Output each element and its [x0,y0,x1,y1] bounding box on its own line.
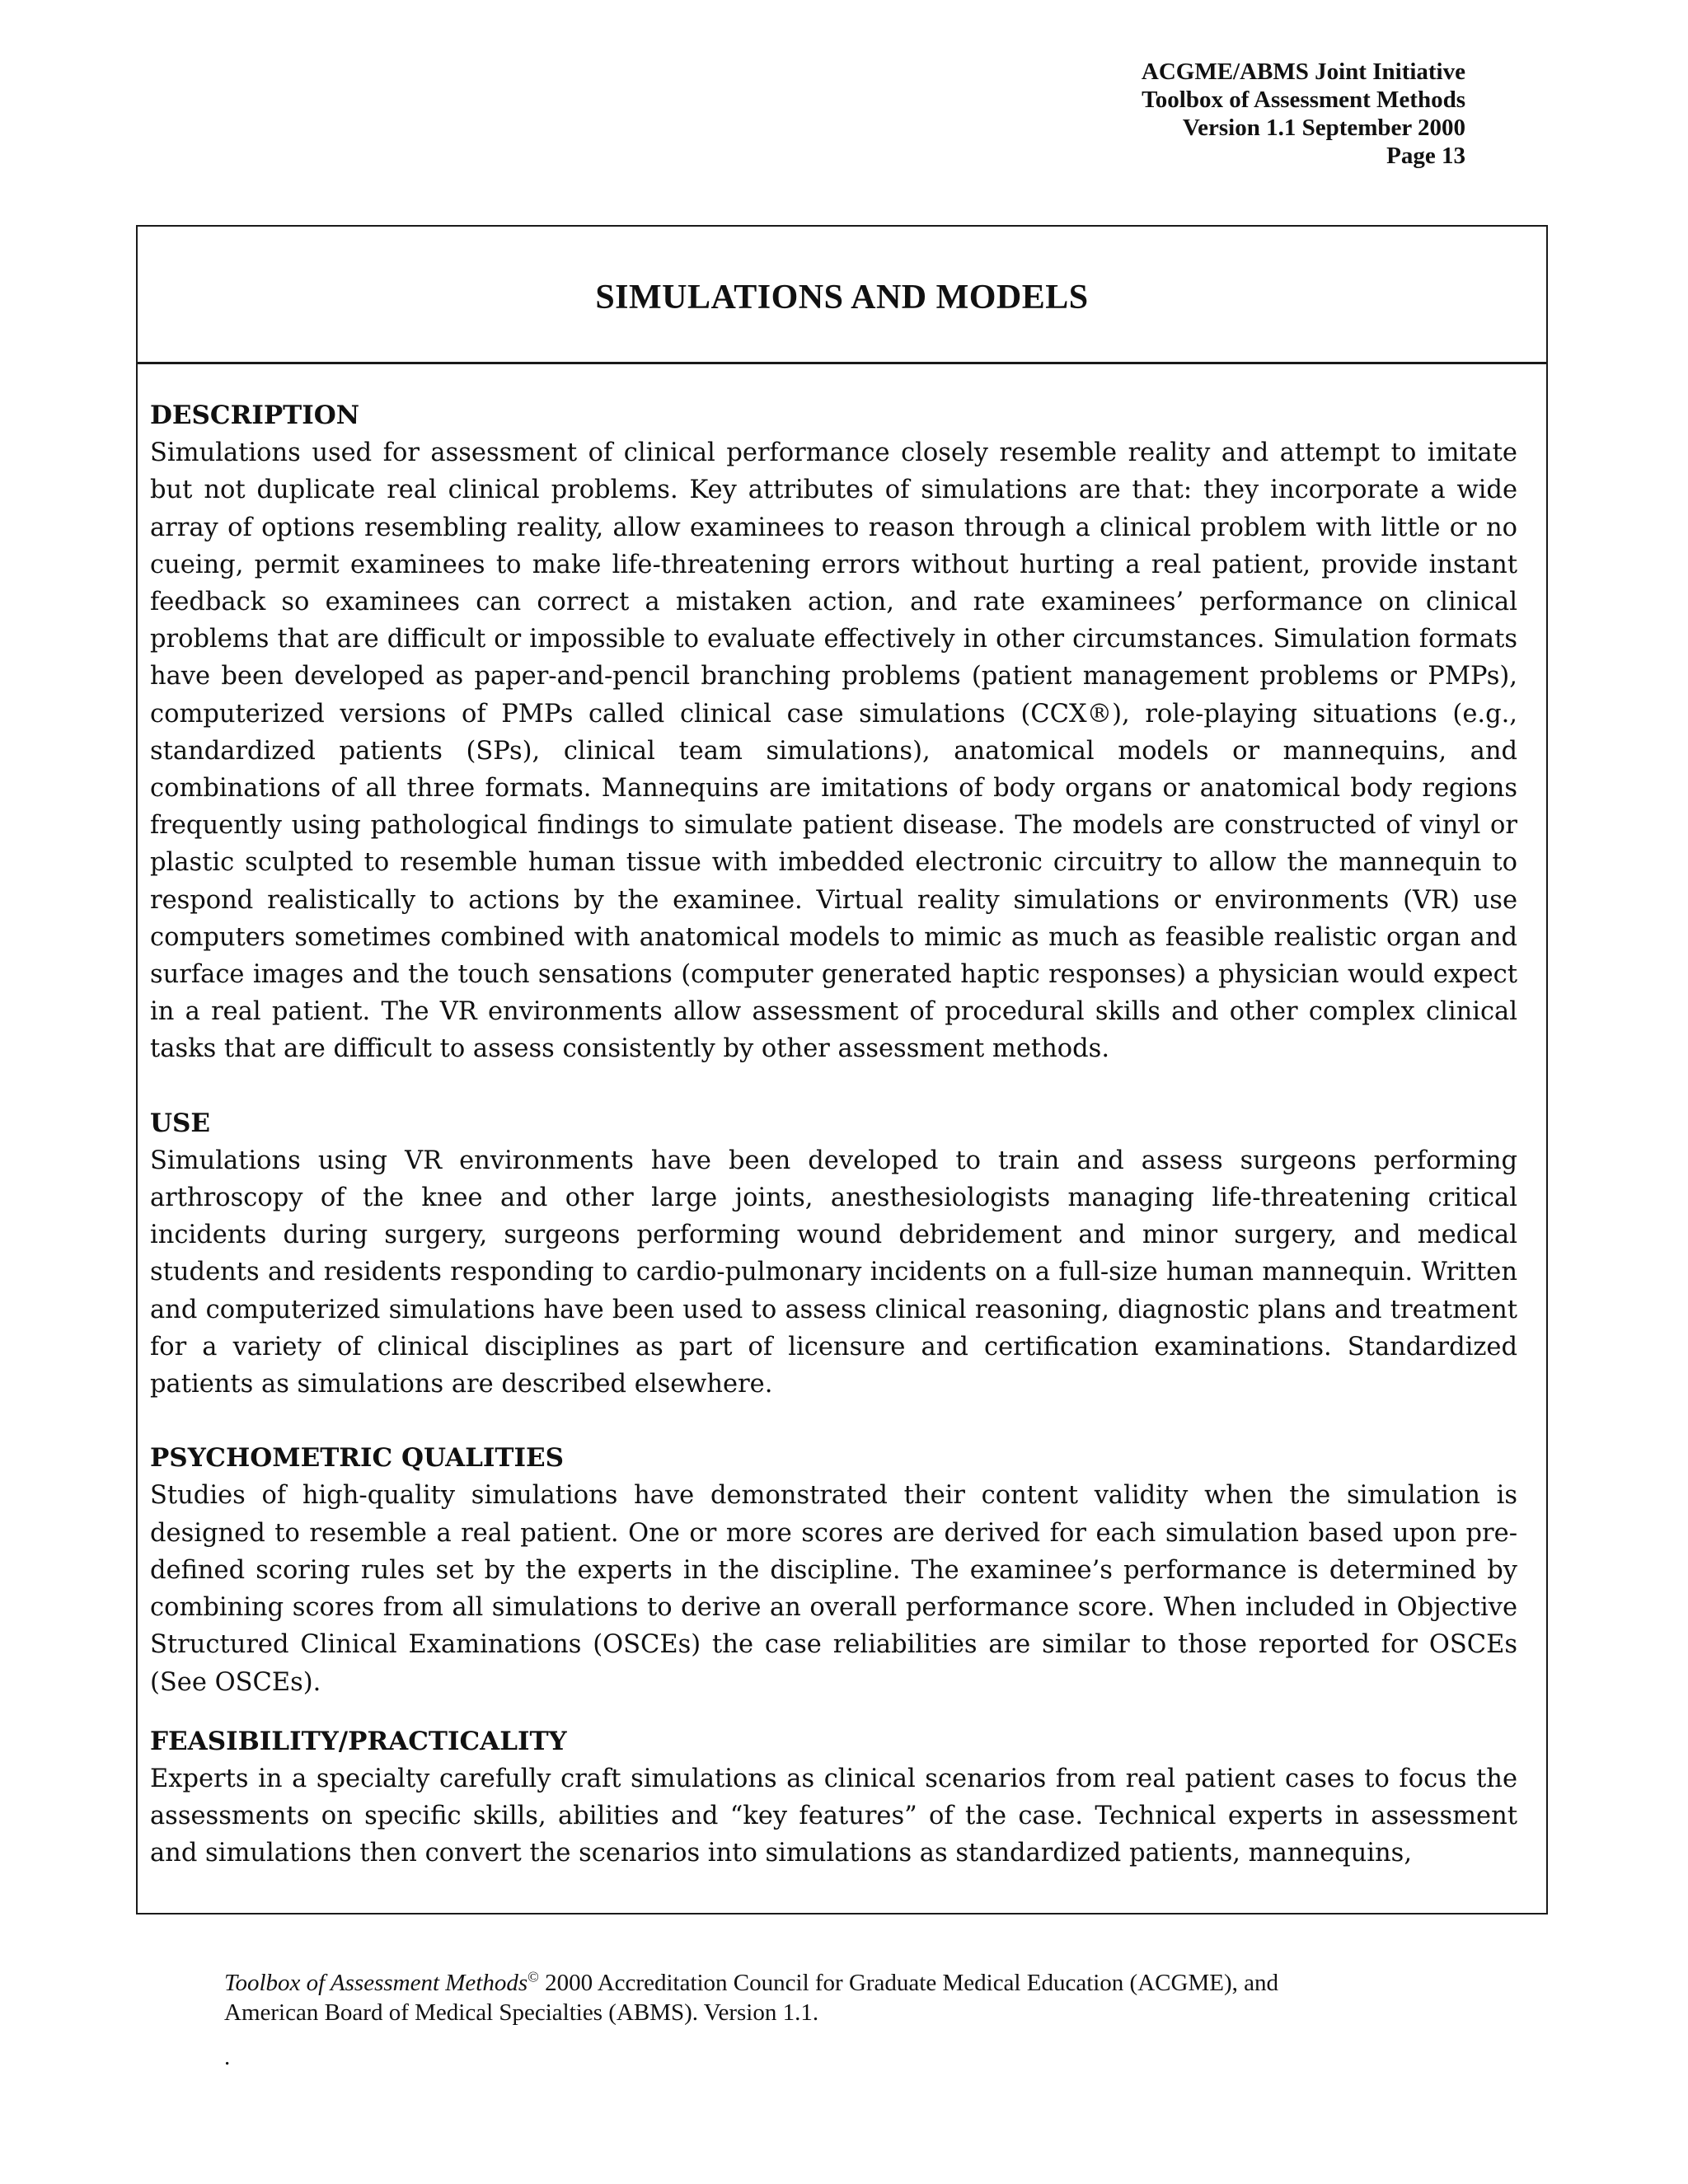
footer-line-1 [224,1968,1278,1998]
footer-dot: . [224,2044,231,2070]
section-description [150,397,1517,1068]
header-toolbox: Toolbox of Assessment Methods [1142,87,1465,113]
footer-organization: 2000 Accreditation Council for Graduate Medical Education (ACGME), and [538,1970,1278,1996]
header-version: Version 1.1 September 2000 [1182,115,1465,141]
content-body [138,364,1546,1872]
document-header [1142,58,1465,170]
section-heading: DESCRIPTION [150,401,360,430]
section-use [150,1105,1517,1404]
section-feasibility [150,1723,1517,1872]
header-initiative: ACGME/ABMS Joint Initiative [1141,59,1465,85]
section-heading: FEASIBILITY/PRACTICALITY [150,1726,567,1756]
footer-line-2: American Board of Medical Specialties (ABMS). Version 1.1. [224,1999,819,2026]
title-row [138,227,1546,364]
section-text: Simulations using VR environments have been developed to train and assess surgeons performing arthroscopy of the knee and other large joints, anesthesiologists managing life-threatening critical incidents during surgery, surgeons performing wound debridement and minor surgery, and medical students and residents responding to cardio-pulmonary incidents on a full-size human mannequin. Written and computerized simulations have been used to assess clinical reasoning, diagnostic plans and treatment for a variety of clinical disciplines as part of licensure and certification examinations. Standardized patients as simulations are described elsewhere. [150,1146,1517,1399]
section-heading: USE [150,1108,211,1138]
page-footer [224,1968,1278,2072]
section-heading: PSYCHOMETRIC QUALITIES [150,1443,565,1474]
section-text: Experts in a specialty carefully craft simulations as clinical scenarios from real patient cases to focus the assessments on specific skills, abilities and “key features” of the case. Technical experts in assessment and simulations then convert the scenarios into simulations as standardized patients, mannequins, [150,1764,1517,1868]
content-frame [136,225,1548,1915]
section-text: Simulations used for assessment of clinical performance closely resemble reality and attempt to imitate but not duplicate real clinical problems. Key attributes of simulations are that: they incorporate a wide array of options resembling reality, allow examinees to reason through a clinical problem with little or no cueing, permit examinees to make life-threatening errors without hurting a real patient, provide instant feedback so examinees can correct a mistaken action, and rate examinees’ performance on clinical problems that are difficult or impossible to evaluate effectively in other circumstances. Simulation formats have been developed as paper-and-pencil branching problems (patient management problems or PMPs), computerized versions of PMPs called clinical case simulations (CCX®), role-playing situations (e.g., standardized patients (SPs), clinical team simulations), anatomical models or mannequins, and combinations of all three formats. Mannequins are imitations of body organs or anatomical body regions frequently using pathological findings to simulate patient disease. The models are constructed of vinyl or plastic sculpted to resemble human tissue with imbedded electronic circuitry to allow the mannequin to respond realistically to actions by the examinee. Virtual reality simulations or environments (VR) use computers sometimes combined with anatomical models to mimic as much as feasible realistic organ and surface images and the touch sensations (computer generated haptic responses) a physician would expect in a real patient. The VR environments allow assessment of procedural skills and other complex clinical tasks that are difficult to assess consistently by other assessment methods. [150,438,1517,1064]
copyright-mark: © [528,1968,539,1985]
page-title: SIMULATIONS AND MODELS [595,279,1089,316]
footer-title: Toolbox of Assessment Methods [224,1970,528,1996]
header-page-number: Page 13 [1386,143,1465,169]
section-text: Studies of high-quality simulations have demonstrated their content validity when the simulation is designed to resemble a real patient. One or more scores are derived for each simulation based upon pre-defined scoring rules set by the experts in the discipline. The examinee’s performance is determined by combining scores from all simulations to derive an overall performance score. When included in Objective Structured Clinical Examinations (OSCEs) the case reliabilities are similar to those reported for OSCEs (See OSCEs). [150,1481,1517,1697]
section-psychometric [150,1440,1517,1700]
